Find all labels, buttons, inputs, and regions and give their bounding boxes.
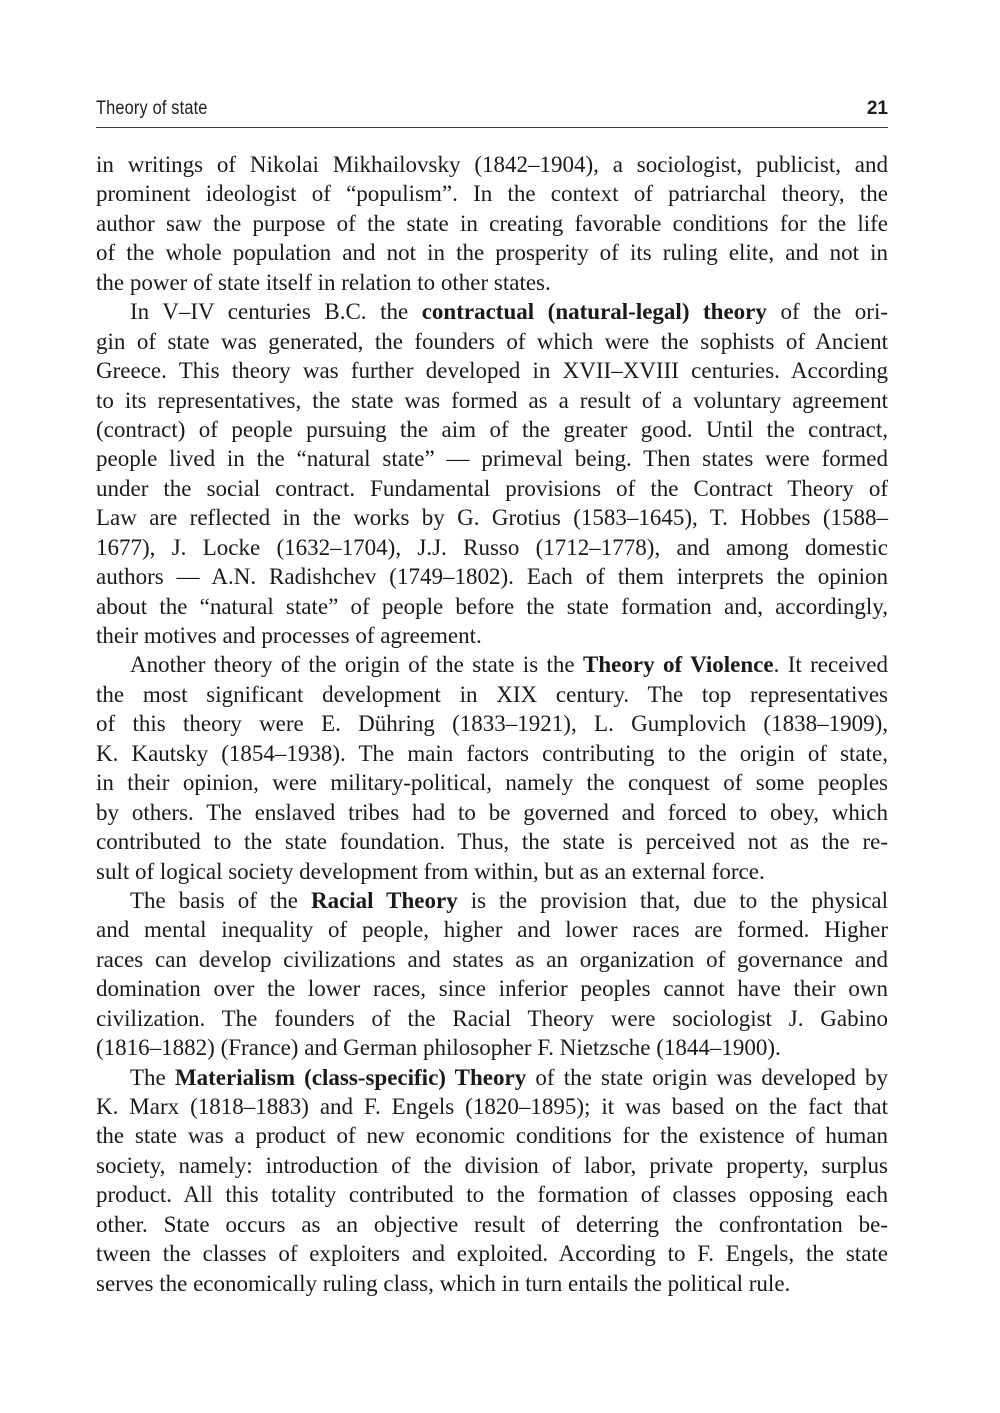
- text-run: Another theory of the origin of the state is the: [130, 652, 584, 678]
- text-line: [96, 857, 888, 886]
- text-line: [96, 209, 888, 238]
- text-line: [96, 709, 888, 738]
- text-line: [96, 179, 888, 208]
- text-run: to its representatives, the state was formed as a result of a voluntary agreement: [96, 387, 888, 413]
- text-line: [96, 1269, 888, 1298]
- paragraph-mikhailovsky: [96, 150, 888, 297]
- text-run: contributed to the state foundation. Thus, the state is perceived not as the re-: [96, 829, 888, 855]
- text-line: [96, 768, 888, 797]
- text-line: [96, 1121, 888, 1150]
- text-run: their motives and processes of agreement.: [96, 623, 482, 648]
- text-run: of the whole population and not in the prosperity of its ruling elite, and not in: [96, 240, 888, 266]
- paragraph-materialism-theory: [96, 1063, 888, 1299]
- text-run: author saw the purpose of the state in creating favorable conditions for the life: [96, 210, 888, 236]
- text-line: [96, 1210, 888, 1239]
- text-run: is the provision that, due to the physical: [457, 887, 889, 913]
- text-run: sult of logical society development from within, but as an external force.: [96, 858, 765, 884]
- text-run: product. All this totality contributed to the formation of classes opposing each: [96, 1182, 888, 1208]
- text-line: [96, 297, 888, 326]
- text-line: [96, 621, 888, 650]
- text-run: . It received: [773, 652, 889, 678]
- text-run: In V–IV centuries B.C. the: [130, 299, 422, 325]
- bold-term: Racial Theory: [310, 887, 458, 913]
- bold-term: Theory of Violence: [583, 652, 774, 678]
- text-run: of the state origin was developed by: [526, 1064, 888, 1090]
- text-run: serves the economically ruling class, which in turn entails the political rule.: [96, 1270, 791, 1296]
- text-line: [96, 974, 888, 1003]
- text-line: [96, 592, 888, 621]
- text-run: K. Kautsky (1854–1938). The main factors contributing to the origin of state,: [96, 740, 888, 766]
- paragraph-contractual-theory: [96, 297, 888, 650]
- text-run: The: [130, 1064, 175, 1090]
- text-line: [96, 1151, 888, 1180]
- text-run: (1816–1882) (France) and German philosopher F. Nietzsche (1844–1900).: [96, 1035, 781, 1061]
- text-run: society, namely: introduction of the division of labor, private property, surplus: [96, 1152, 888, 1178]
- text-line: [96, 827, 888, 856]
- text-line: [96, 474, 888, 503]
- text-line: [96, 562, 888, 591]
- text-run: K. Marx (1818–1883) and F. Engels (1820–1895); it was based on the fact that: [96, 1094, 888, 1119]
- running-head: [96, 98, 777, 124]
- body-text: [96, 150, 888, 1298]
- text-line: [96, 150, 888, 179]
- text-run: under the social contract. Fundamental provisions of the Contract Theory of: [96, 475, 888, 501]
- text-run: gin of state was generated, the founders of which were the sophists of Ancient: [96, 328, 888, 354]
- text-line: [96, 1004, 888, 1033]
- text-run: prominent ideologist of “populism”. In the context of patriarchal theory, the: [96, 181, 888, 207]
- text-line: [96, 1180, 888, 1209]
- page-number: 21: [866, 98, 888, 119]
- paragraph-racial-theory: [96, 886, 888, 1063]
- text-line: [96, 886, 888, 915]
- text-line: [96, 945, 888, 974]
- text-run: Law are reflected in the works by G. Grotius (1583–1645), T. Hobbes (1588–: [96, 505, 888, 531]
- text-run: of this theory were E. Dühring (1833–1921), L. Gumplovich (1838–1909),: [96, 711, 888, 737]
- text-line: [96, 356, 888, 385]
- text-run: about the “natural state” of people before the state formation and, accordingly,: [96, 593, 888, 619]
- text-line: [96, 798, 888, 827]
- text-run: domination over the lower races, since inferior peoples cannot have their own: [96, 976, 888, 1002]
- bold-term: Materialism (class-specific) Theory: [174, 1064, 527, 1090]
- text-line: [96, 915, 888, 944]
- bold-term: contractual (natural-legal) theory: [421, 299, 767, 325]
- text-run: other. State occurs as an objective result of deterring the confrontation be-: [96, 1211, 888, 1237]
- text-line: [96, 327, 888, 356]
- text-line: [96, 1063, 888, 1092]
- text-line: [96, 238, 888, 267]
- text-line: [96, 739, 888, 768]
- text-line: [96, 650, 888, 679]
- text-run: people lived in the “natural state” — primeval being. Then states were formed: [96, 446, 888, 472]
- text-line: [96, 1239, 888, 1268]
- text-line: [96, 1092, 888, 1121]
- text-line: [96, 680, 888, 709]
- text-run: civilization. The founders of the Racial Theory were sociologist J. Gabino: [96, 1005, 888, 1031]
- text-run: the most significant development in XIX century. The top representatives: [96, 681, 888, 707]
- text-line: [96, 1033, 888, 1062]
- text-run: The basis of the: [130, 887, 311, 913]
- text-run: of the ori-: [766, 299, 888, 325]
- text-run: authors — A.N. Radishchev (1749–1802). Each of them interprets the opinion: [96, 564, 888, 590]
- text-run: races can develop civilizations and states as an organization of governance and: [96, 946, 888, 972]
- running-title: Theory of state: [96, 98, 208, 119]
- text-run: the power of state itself in relation to other states.: [96, 269, 551, 295]
- text-line: [96, 415, 888, 444]
- text-run: by others. The enslaved tribes had to be governed and forced to obey, which: [96, 799, 888, 825]
- text-run: in writings of Nikolai Mikhailovsky (1842–1904), a sociologist, publicist, and: [96, 152, 888, 177]
- text-line: [96, 386, 888, 415]
- text-run: 1677), J. Locke (1632–1704), J.J. Russo (1712–1778), and among domestic: [96, 534, 888, 560]
- text-run: and mental inequality of people, higher and lower races are formed. Higher: [96, 917, 888, 943]
- header-rule: [96, 127, 888, 128]
- text-line: [96, 503, 888, 532]
- paragraph-violence-theory: [96, 650, 888, 886]
- text-run: in their opinion, were military-political, namely the conquest of some peoples: [96, 770, 888, 796]
- text-line: [96, 533, 888, 562]
- text-line: [96, 268, 888, 297]
- text-run: (contract) of people pursuing the aim of the greater good. Until the contract,: [96, 416, 888, 442]
- text-run: tween the classes of exploiters and exploited. According to F. Engels, the state: [96, 1241, 888, 1267]
- text-line: [96, 444, 888, 473]
- text-run: the state was a product of new economic conditions for the existence of human: [96, 1123, 888, 1149]
- text-run: Greece. This theory was further developed in XVII–XVIII centuries. According: [96, 358, 888, 384]
